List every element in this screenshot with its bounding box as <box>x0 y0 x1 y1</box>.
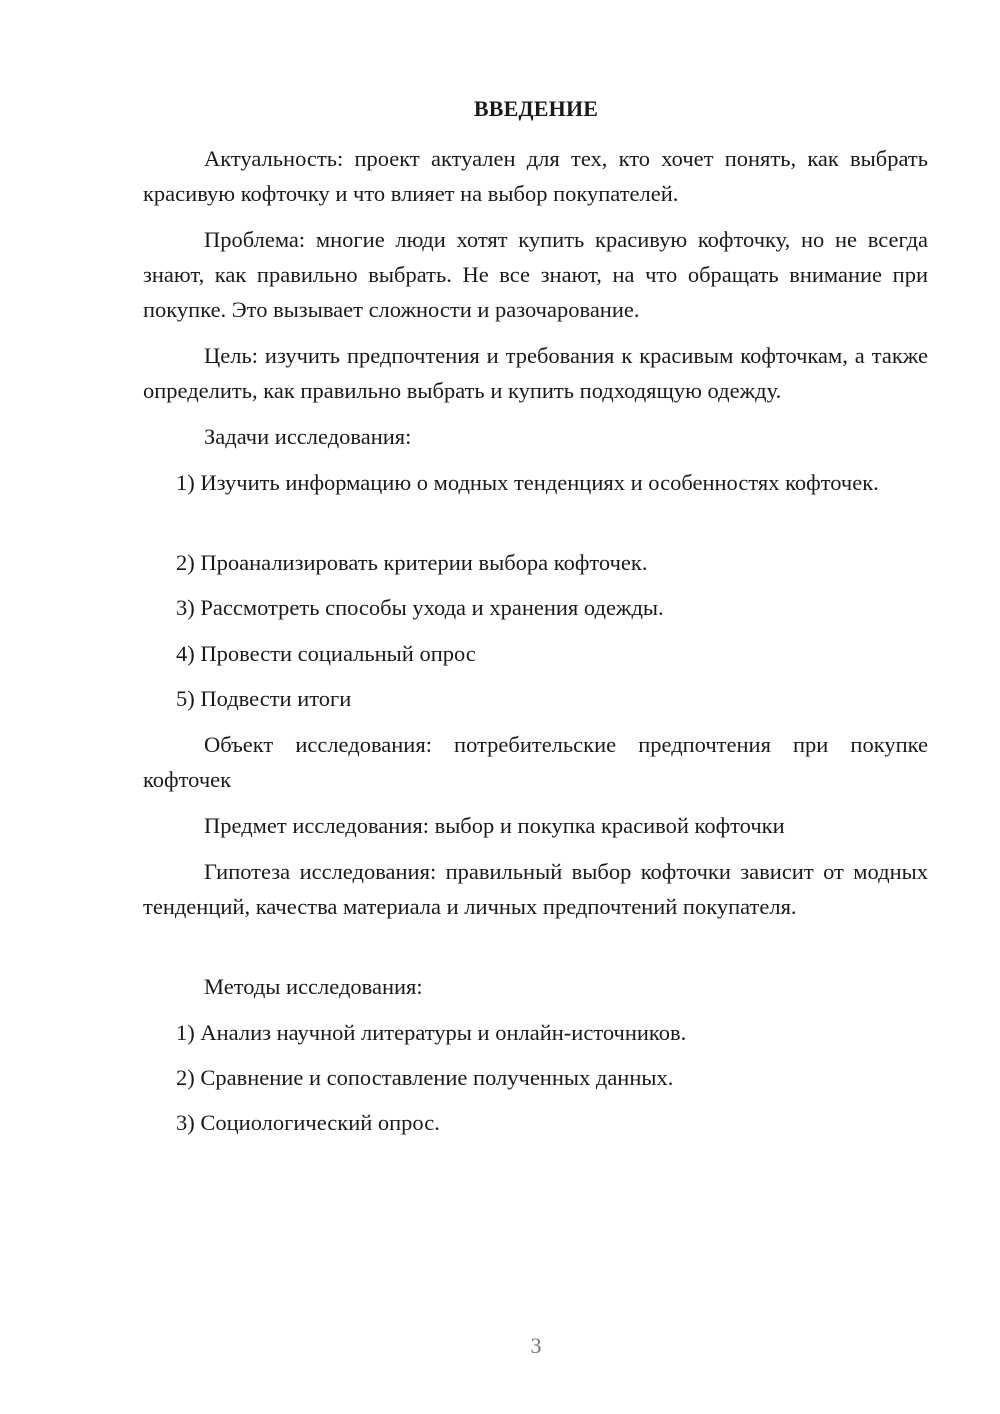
task-item-2: 2) Проанализировать критерии выбора кофточек. <box>176 550 648 575</box>
paragraph-object: Объект исследования: потребительские предпочтения при покупке кофточек <box>143 732 928 792</box>
task-item-5: 5) Подвести итоги <box>176 686 352 711</box>
paragraph-subject: Предмет исследования: выбор и покупка красивой кофточки <box>204 813 785 838</box>
method-item-3: 3) Социологический опрос. <box>176 1110 440 1135</box>
page-heading: ВВЕДЕНИЕ <box>473 96 599 121</box>
paragraph-hypothesis: Гипотеза исследования: правильный выбор кофточки зависит от модных тенденций, качества материала и личных предпочтений покупателя. <box>143 859 928 919</box>
method-item-2: 2) Сравнение и сопоставление полученных данных. <box>176 1065 674 1090</box>
task-item-3: 3) Рассмотреть способы ухода и хранения одежды. <box>176 595 664 620</box>
task-item-1: 1) Изучить информацию о модных тенденциях и особенностях кофточек. <box>176 470 879 495</box>
page-number: 3 <box>530 1333 542 1358</box>
paragraph-relevance: Актуальность: проект актуален для тех, кто хочет понять, как выбрать красивую кофточку и что влияет на выбор покупателей. <box>143 146 928 206</box>
methods-heading: Методы исследования: <box>204 974 423 999</box>
paragraph-goal: Цель: изучить предпочтения и требования к красивым кофточкам, а также определить, как правильно выбрать и купить подходящую одежду. <box>143 343 928 403</box>
tasks-heading: Задачи исследования: <box>204 424 412 449</box>
paragraph-problem: Проблема: многие люди хотят купить красивую кофточку, но не всегда знают, как правильно выбрать. Не все знают, на что обращать внимание при покупке. Это вызывает сложности и разочарование. <box>143 227 928 322</box>
method-item-1: 1) Анализ научной литературы и онлайн-источников. <box>176 1020 687 1045</box>
task-item-4: 4) Провести социальный опрос <box>176 641 476 666</box>
